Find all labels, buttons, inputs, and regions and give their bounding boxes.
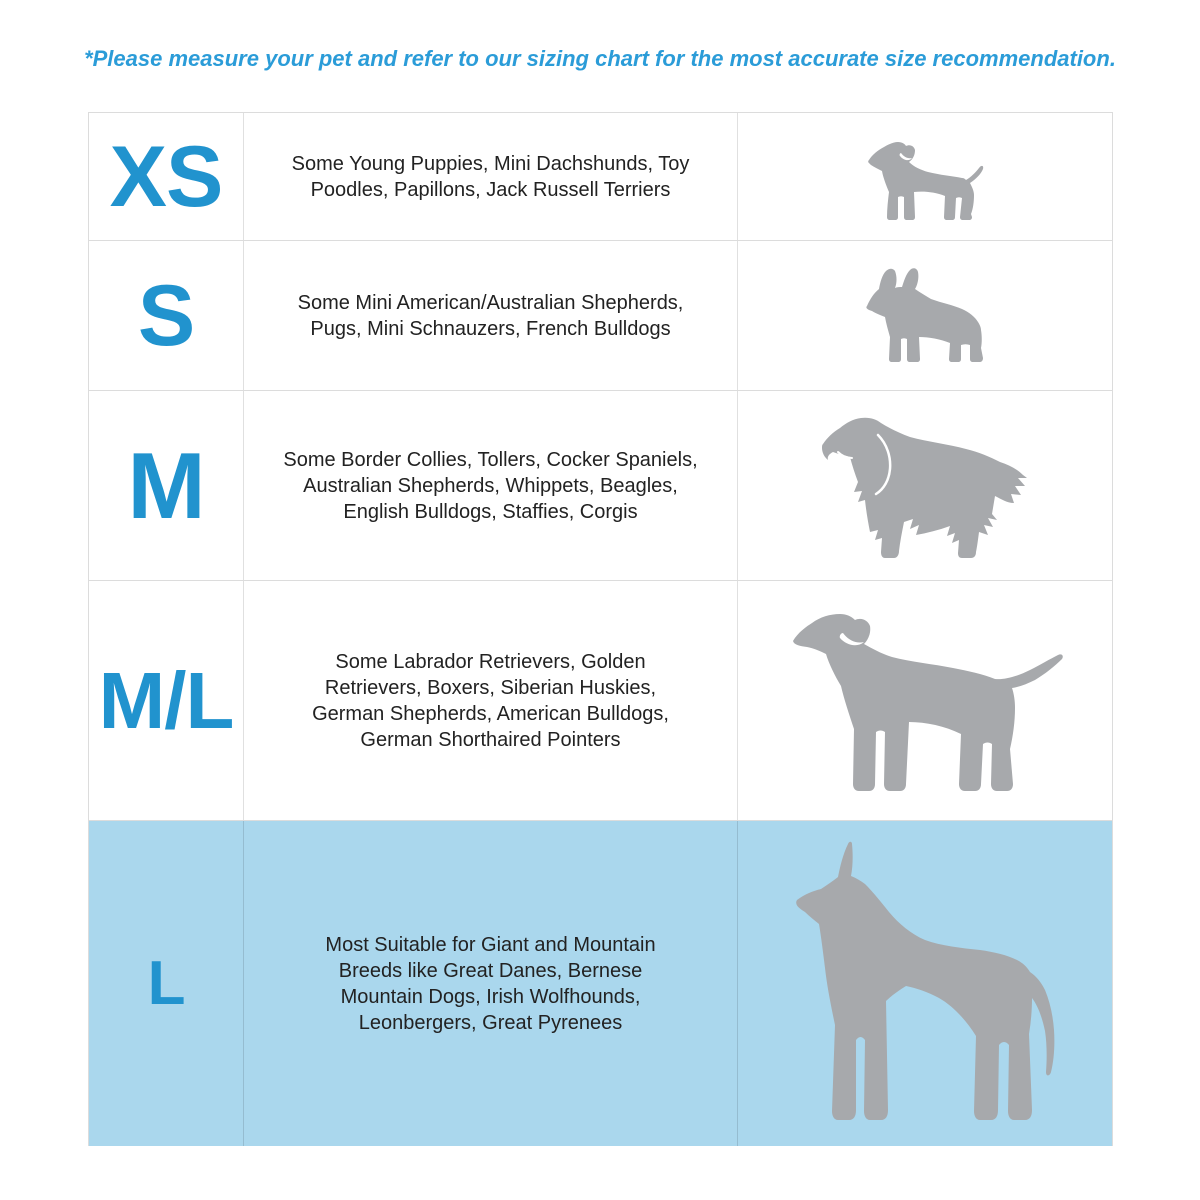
measure-note: *Please measure your pet and refer to our sizing chart for the most accurate size recommendation. (84, 46, 1116, 71)
image-cell-s (738, 241, 1112, 390)
size-cell-ml (89, 581, 244, 820)
image-cell-l (738, 821, 1112, 1146)
desc-cell-s (244, 241, 738, 390)
size-cell-s (89, 241, 244, 390)
size-label-ml: M/L (98, 655, 234, 745)
size-label-s: S (137, 267, 195, 364)
size-description-m: Some Border Collies, Tollers, Cocker Spaniels, Australian Shepherds, Whippets, Beagles, English Bulldogs, Staffies, Corgis (283, 448, 698, 523)
size-row-ml (89, 581, 1112, 821)
labrador-silhouette-icon (783, 603, 1068, 798)
size-label-xs: XS (109, 128, 223, 225)
size-row-l (89, 821, 1112, 1146)
size-description-ml: Some Labrador Retrievers, Golden Retrievers, Boxers, Siberian Huskies, German Shepherds, American Bulldogs, German Shorthaired Pointers (312, 650, 669, 751)
size-label-m: M (127, 432, 205, 538)
size-row-m (89, 391, 1112, 581)
size-description-xs: Some Young Puppies, Mini Dachshunds, Toy Poodles, Papillons, Jack Russell Terriers (291, 152, 690, 201)
size-row-s (89, 241, 1112, 391)
desc-cell-l (244, 821, 738, 1146)
desc-cell-ml (244, 581, 738, 820)
size-description-l: Most Suitable for Giant and Mountain Breeds like Great Danes, Bernese Mountain Dogs, Irish Wolfhounds, Leonbergers, Great Pyrenees (325, 933, 656, 1034)
size-description-s: Some Mini American/Australian Shepherds, Pugs, Mini Schnauzers, French Bulldogs (297, 291, 684, 340)
desc-cell-m (244, 391, 738, 580)
desc-cell-xs (244, 113, 738, 240)
sizing-table (88, 112, 1113, 1146)
image-cell-xs (738, 113, 1112, 240)
cocker-spaniel-silhouette-icon (818, 411, 1033, 561)
size-row-xs (89, 113, 1112, 241)
size-cell-xs (89, 113, 244, 240)
size-cell-l (89, 821, 244, 1146)
size-label-l: L (147, 948, 185, 1018)
great-dane-silhouette-icon (780, 839, 1070, 1129)
image-cell-m (738, 391, 1112, 580)
french-bulldog-silhouette-icon (862, 266, 988, 366)
image-cell-ml (738, 581, 1112, 820)
size-cell-m (89, 391, 244, 580)
puppy-silhouette-icon (863, 134, 987, 220)
